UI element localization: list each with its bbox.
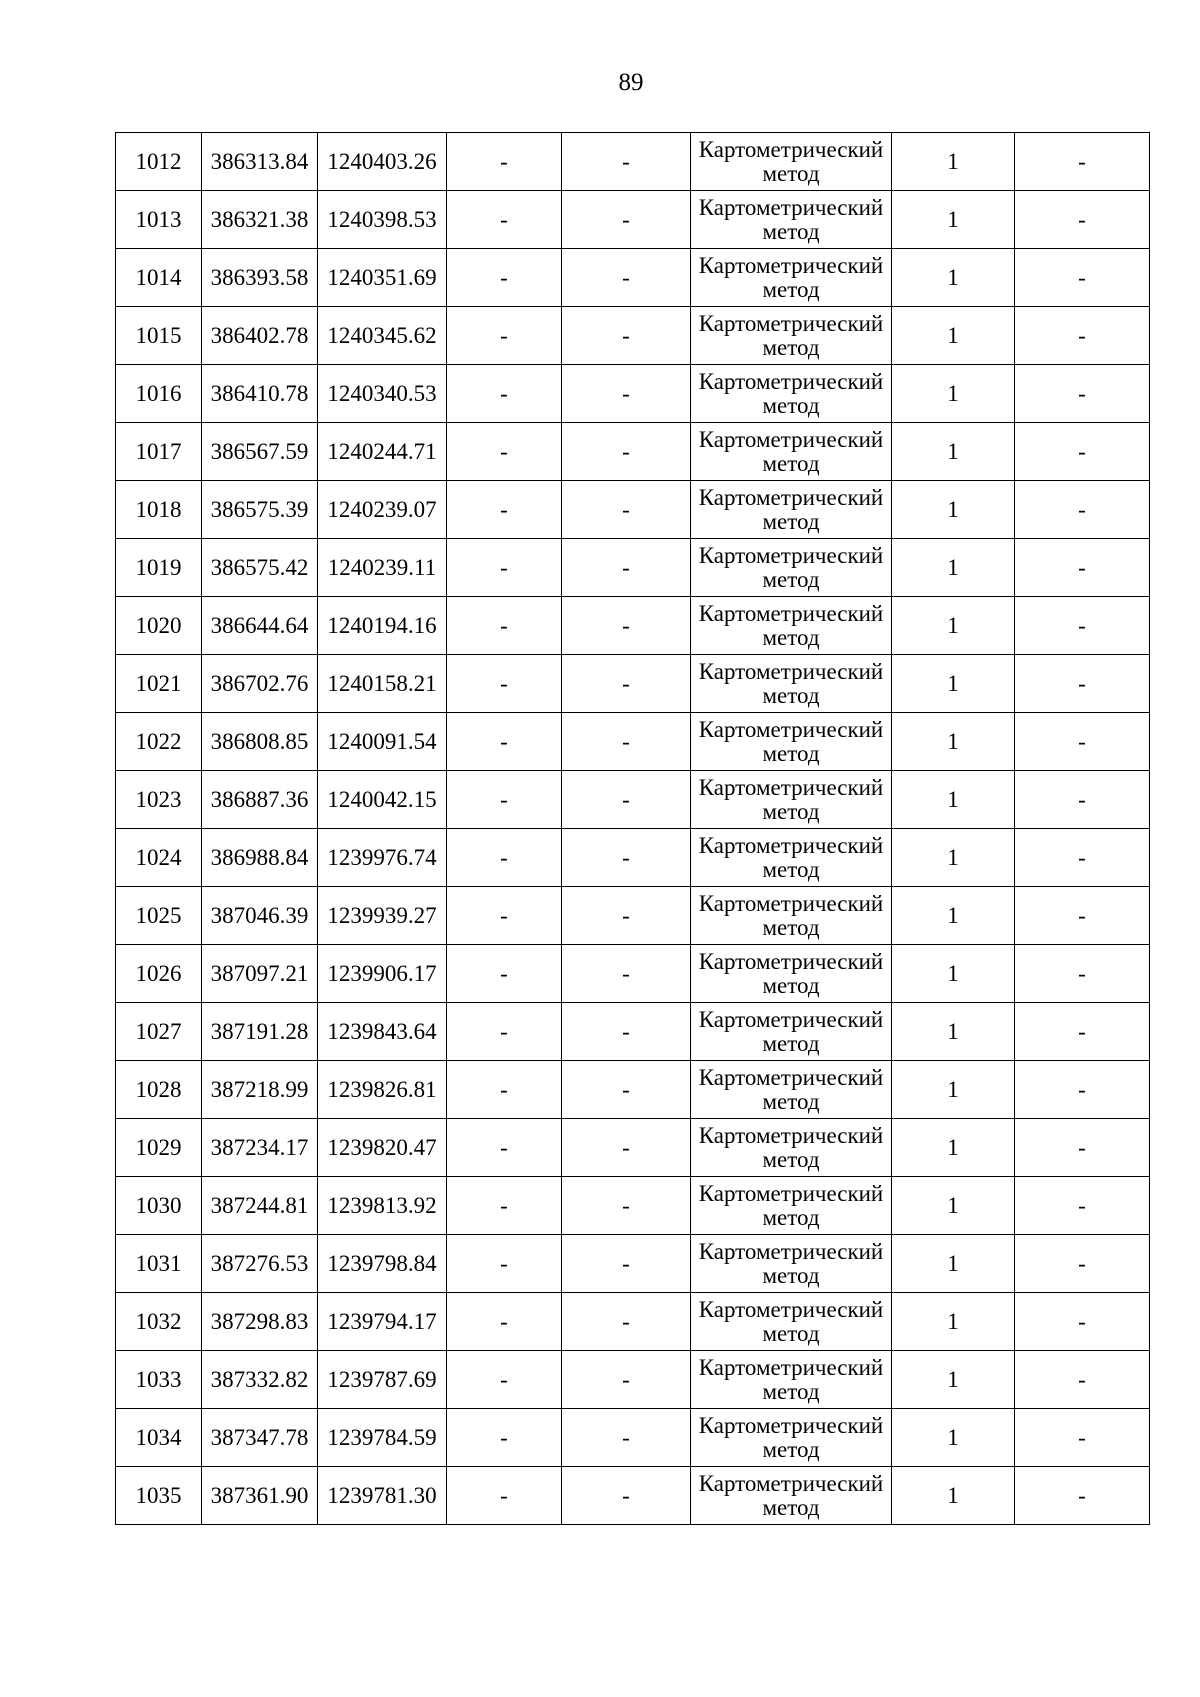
method-line-1: Картометрический — [698, 252, 884, 278]
method-line-1: Картометрический — [698, 368, 884, 394]
table-row — [116, 249, 1150, 307]
accuracy-cell: 1 — [892, 1293, 1015, 1351]
method-line-1: Картометрический — [698, 890, 884, 916]
empty-dash-cell-3: - — [1015, 771, 1150, 829]
y-coordinate-cell: 1240244.71 — [318, 423, 447, 481]
x-coordinate-cell: 387298.83 — [202, 1293, 318, 1351]
method-line-2: метод — [762, 1494, 820, 1520]
x-coordinate-cell: 386887.36 — [202, 771, 318, 829]
method-cell — [691, 191, 892, 249]
empty-dash-cell-1: - — [447, 365, 562, 423]
method-cell — [691, 133, 892, 191]
empty-dash-cell-1: - — [447, 249, 562, 307]
method-line-2: метод — [762, 450, 820, 476]
y-coordinate-cell: 1240158.21 — [318, 655, 447, 713]
method-line-2: метод — [762, 624, 820, 650]
empty-dash-cell-1: - — [447, 423, 562, 481]
table-row — [116, 133, 1150, 191]
empty-dash-cell-1: - — [447, 1177, 562, 1235]
y-coordinate-cell: 1240042.15 — [318, 771, 447, 829]
method-line-2: метод — [762, 740, 820, 766]
table-row — [116, 1409, 1150, 1467]
method-cell — [691, 1119, 892, 1177]
method-line-2: метод — [762, 682, 820, 708]
empty-dash-cell-2: - — [562, 1409, 691, 1467]
point-number-cell: 1021 — [116, 655, 202, 713]
method-line-2: метод — [762, 1378, 820, 1404]
method-line-1: Картометрический — [698, 136, 884, 162]
empty-dash-cell-2: - — [562, 191, 691, 249]
method-line-2: метод — [762, 334, 820, 360]
y-coordinate-cell: 1240351.69 — [318, 249, 447, 307]
table-row — [116, 481, 1150, 539]
method-cell — [691, 423, 892, 481]
method-line-1: Картометрический — [698, 600, 884, 626]
y-coordinate-cell: 1239939.27 — [318, 887, 447, 945]
point-number-cell: 1013 — [116, 191, 202, 249]
empty-dash-cell-3: - — [1015, 539, 1150, 597]
point-number-cell: 1015 — [116, 307, 202, 365]
accuracy-cell: 1 — [892, 945, 1015, 1003]
empty-dash-cell-2: - — [562, 1119, 691, 1177]
empty-dash-cell-2: - — [562, 597, 691, 655]
point-number-cell: 1029 — [116, 1119, 202, 1177]
accuracy-cell: 1 — [892, 1467, 1015, 1525]
accuracy-cell: 1 — [892, 887, 1015, 945]
table-row — [116, 191, 1150, 249]
empty-dash-cell-1: - — [447, 597, 562, 655]
empty-dash-cell-3: - — [1015, 423, 1150, 481]
x-coordinate-cell: 387046.39 — [202, 887, 318, 945]
empty-dash-cell-3: - — [1015, 1409, 1150, 1467]
empty-dash-cell-2: - — [562, 133, 691, 191]
empty-dash-cell-1: - — [447, 1003, 562, 1061]
empty-dash-cell-1: - — [447, 1235, 562, 1293]
method-line-2: метод — [762, 566, 820, 592]
method-line-2: метод — [762, 508, 820, 534]
x-coordinate-cell: 386702.76 — [202, 655, 318, 713]
point-number-cell: 1018 — [116, 481, 202, 539]
method-line-1: Картометрический — [698, 832, 884, 858]
point-number-cell: 1012 — [116, 133, 202, 191]
empty-dash-cell-3: - — [1015, 481, 1150, 539]
accuracy-cell: 1 — [892, 713, 1015, 771]
empty-dash-cell-3: - — [1015, 1235, 1150, 1293]
empty-dash-cell-2: - — [562, 1061, 691, 1119]
x-coordinate-cell: 387218.99 — [202, 1061, 318, 1119]
x-coordinate-cell: 387347.78 — [202, 1409, 318, 1467]
empty-dash-cell-2: - — [562, 365, 691, 423]
table-row — [116, 307, 1150, 365]
table-row — [116, 1235, 1150, 1293]
table-row — [116, 1351, 1150, 1409]
accuracy-cell: 1 — [892, 423, 1015, 481]
method-cell — [691, 1235, 892, 1293]
accuracy-cell: 1 — [892, 1351, 1015, 1409]
table-row — [116, 1177, 1150, 1235]
method-line-1: Картометрический — [698, 310, 884, 336]
method-line-2: метод — [762, 798, 820, 824]
point-number-cell: 1035 — [116, 1467, 202, 1525]
empty-dash-cell-3: - — [1015, 945, 1150, 1003]
x-coordinate-cell: 386567.59 — [202, 423, 318, 481]
accuracy-cell: 1 — [892, 1409, 1015, 1467]
table-row — [116, 945, 1150, 1003]
method-cell — [691, 945, 892, 1003]
method-cell — [691, 1351, 892, 1409]
empty-dash-cell-1: - — [447, 1467, 562, 1525]
table-body — [116, 133, 1150, 1525]
empty-dash-cell-3: - — [1015, 307, 1150, 365]
method-cell — [691, 713, 892, 771]
method-line-2: метод — [762, 972, 820, 998]
method-line-1: Картометрический — [698, 542, 884, 568]
method-cell — [691, 249, 892, 307]
method-line-1: Картометрический — [698, 658, 884, 684]
method-cell — [691, 829, 892, 887]
accuracy-cell: 1 — [892, 771, 1015, 829]
method-line-2: метод — [762, 1262, 820, 1288]
table-row — [116, 713, 1150, 771]
point-number-cell: 1033 — [116, 1351, 202, 1409]
empty-dash-cell-1: - — [447, 191, 562, 249]
empty-dash-cell-1: - — [447, 829, 562, 887]
table-row — [116, 887, 1150, 945]
empty-dash-cell-2: - — [562, 539, 691, 597]
x-coordinate-cell: 386410.78 — [202, 365, 318, 423]
empty-dash-cell-1: - — [447, 481, 562, 539]
empty-dash-cell-1: - — [447, 133, 562, 191]
y-coordinate-cell: 1239906.17 — [318, 945, 447, 1003]
empty-dash-cell-3: - — [1015, 597, 1150, 655]
x-coordinate-cell: 386402.78 — [202, 307, 318, 365]
empty-dash-cell-1: - — [447, 307, 562, 365]
y-coordinate-cell: 1240403.26 — [318, 133, 447, 191]
x-coordinate-cell: 386644.64 — [202, 597, 318, 655]
table-row — [116, 1003, 1150, 1061]
method-line-1: Картометрический — [698, 194, 884, 220]
accuracy-cell: 1 — [892, 365, 1015, 423]
table-row — [116, 1293, 1150, 1351]
y-coordinate-cell: 1239976.74 — [318, 829, 447, 887]
empty-dash-cell-3: - — [1015, 1351, 1150, 1409]
accuracy-cell: 1 — [892, 1235, 1015, 1293]
accuracy-cell: 1 — [892, 133, 1015, 191]
empty-dash-cell-2: - — [562, 713, 691, 771]
page-number: 89 — [618, 69, 644, 96]
y-coordinate-cell: 1240239.07 — [318, 481, 447, 539]
empty-dash-cell-3: - — [1015, 1177, 1150, 1235]
y-coordinate-cell: 1240239.11 — [318, 539, 447, 597]
point-number-cell: 1032 — [116, 1293, 202, 1351]
method-line-2: метод — [762, 218, 820, 244]
method-line-2: метод — [762, 1436, 820, 1462]
accuracy-cell: 1 — [892, 829, 1015, 887]
empty-dash-cell-2: - — [562, 1351, 691, 1409]
y-coordinate-cell: 1239843.64 — [318, 1003, 447, 1061]
point-number-cell: 1017 — [116, 423, 202, 481]
method-cell — [691, 1177, 892, 1235]
empty-dash-cell-2: - — [562, 771, 691, 829]
x-coordinate-cell: 386575.42 — [202, 539, 318, 597]
x-coordinate-cell: 386988.84 — [202, 829, 318, 887]
accuracy-cell: 1 — [892, 1003, 1015, 1061]
x-coordinate-cell: 386321.38 — [202, 191, 318, 249]
method-line-2: метод — [762, 856, 820, 882]
method-line-2: метод — [762, 1320, 820, 1346]
method-cell — [691, 1409, 892, 1467]
table-row — [116, 1467, 1150, 1525]
method-line-1: Картометрический — [698, 1064, 884, 1090]
y-coordinate-cell: 1239787.69 — [318, 1351, 447, 1409]
empty-dash-cell-3: - — [1015, 1119, 1150, 1177]
empty-dash-cell-2: - — [562, 1177, 691, 1235]
empty-dash-cell-1: - — [447, 713, 562, 771]
method-cell — [691, 1293, 892, 1351]
empty-dash-cell-1: - — [447, 1061, 562, 1119]
method-cell — [691, 1061, 892, 1119]
empty-dash-cell-1: - — [447, 1119, 562, 1177]
x-coordinate-cell: 387361.90 — [202, 1467, 318, 1525]
method-cell — [691, 655, 892, 713]
point-number-cell: 1014 — [116, 249, 202, 307]
empty-dash-cell-3: - — [1015, 133, 1150, 191]
empty-dash-cell-2: - — [562, 887, 691, 945]
point-number-cell: 1034 — [116, 1409, 202, 1467]
point-number-cell: 1030 — [116, 1177, 202, 1235]
y-coordinate-cell: 1239784.59 — [318, 1409, 447, 1467]
empty-dash-cell-1: - — [447, 1293, 562, 1351]
x-coordinate-cell: 387234.17 — [202, 1119, 318, 1177]
point-number-cell: 1022 — [116, 713, 202, 771]
empty-dash-cell-2: - — [562, 945, 691, 1003]
method-line-1: Картометрический — [698, 484, 884, 510]
empty-dash-cell-1: - — [447, 1409, 562, 1467]
method-line-1: Картометрический — [698, 1354, 884, 1380]
method-line-2: метод — [762, 1204, 820, 1230]
empty-dash-cell-1: - — [447, 887, 562, 945]
point-number-cell: 1023 — [116, 771, 202, 829]
accuracy-cell: 1 — [892, 1177, 1015, 1235]
method-line-1: Картометрический — [698, 1470, 884, 1496]
y-coordinate-cell: 1239813.92 — [318, 1177, 447, 1235]
empty-dash-cell-3: - — [1015, 829, 1150, 887]
point-number-cell: 1028 — [116, 1061, 202, 1119]
method-line-2: метод — [762, 1030, 820, 1056]
accuracy-cell: 1 — [892, 655, 1015, 713]
accuracy-cell: 1 — [892, 597, 1015, 655]
empty-dash-cell-1: - — [447, 539, 562, 597]
method-cell — [691, 597, 892, 655]
method-line-2: метод — [762, 914, 820, 940]
method-line-1: Картометрический — [698, 1180, 884, 1206]
empty-dash-cell-2: - — [562, 829, 691, 887]
y-coordinate-cell: 1239781.30 — [318, 1467, 447, 1525]
y-coordinate-cell: 1239798.84 — [318, 1235, 447, 1293]
empty-dash-cell-2: - — [562, 481, 691, 539]
accuracy-cell: 1 — [892, 1061, 1015, 1119]
method-line-1: Картометрический — [698, 1412, 884, 1438]
x-coordinate-cell: 386313.84 — [202, 133, 318, 191]
method-cell — [691, 887, 892, 945]
y-coordinate-cell: 1240398.53 — [318, 191, 447, 249]
point-number-cell: 1025 — [116, 887, 202, 945]
x-coordinate-cell: 386393.58 — [202, 249, 318, 307]
empty-dash-cell-3: - — [1015, 191, 1150, 249]
method-line-1: Картометрический — [698, 716, 884, 742]
x-coordinate-cell: 386808.85 — [202, 713, 318, 771]
table-row — [116, 1061, 1150, 1119]
empty-dash-cell-2: - — [562, 1467, 691, 1525]
empty-dash-cell-1: - — [447, 655, 562, 713]
empty-dash-cell-1: - — [447, 945, 562, 1003]
accuracy-cell: 1 — [892, 481, 1015, 539]
accuracy-cell: 1 — [892, 307, 1015, 365]
method-line-2: метод — [762, 1146, 820, 1172]
empty-dash-cell-1: - — [447, 771, 562, 829]
point-number-cell: 1027 — [116, 1003, 202, 1061]
point-number-cell: 1016 — [116, 365, 202, 423]
method-cell — [691, 1467, 892, 1525]
x-coordinate-cell: 387332.82 — [202, 1351, 318, 1409]
method-line-2: метод — [762, 160, 820, 186]
empty-dash-cell-2: - — [562, 1293, 691, 1351]
empty-dash-cell-3: - — [1015, 1061, 1150, 1119]
table-row — [116, 539, 1150, 597]
table-row — [116, 655, 1150, 713]
method-cell — [691, 1003, 892, 1061]
method-line-1: Картометрический — [698, 1296, 884, 1322]
x-coordinate-cell: 387097.21 — [202, 945, 318, 1003]
method-line-1: Картометрический — [698, 1238, 884, 1264]
method-cell — [691, 365, 892, 423]
point-number-cell: 1020 — [116, 597, 202, 655]
empty-dash-cell-3: - — [1015, 887, 1150, 945]
empty-dash-cell-3: - — [1015, 1003, 1150, 1061]
empty-dash-cell-3: - — [1015, 365, 1150, 423]
table-row — [116, 597, 1150, 655]
method-line-2: метод — [762, 1088, 820, 1114]
x-coordinate-cell: 386575.39 — [202, 481, 318, 539]
method-cell — [691, 481, 892, 539]
empty-dash-cell-2: - — [562, 1235, 691, 1293]
table-row — [116, 365, 1150, 423]
method-cell — [691, 307, 892, 365]
empty-dash-cell-2: - — [562, 307, 691, 365]
x-coordinate-cell: 387244.81 — [202, 1177, 318, 1235]
method-line-1: Картометрический — [698, 948, 884, 974]
empty-dash-cell-2: - — [562, 1003, 691, 1061]
empty-dash-cell-2: - — [562, 249, 691, 307]
y-coordinate-cell: 1240091.54 — [318, 713, 447, 771]
table-row — [116, 829, 1150, 887]
method-line-2: метод — [762, 276, 820, 302]
empty-dash-cell-3: - — [1015, 1293, 1150, 1351]
x-coordinate-cell: 387276.53 — [202, 1235, 318, 1293]
table-row — [116, 1119, 1150, 1177]
point-number-cell: 1024 — [116, 829, 202, 887]
empty-dash-cell-3: - — [1015, 1467, 1150, 1525]
empty-dash-cell-3: - — [1015, 249, 1150, 307]
method-line-1: Картометрический — [698, 426, 884, 452]
x-coordinate-cell: 387191.28 — [202, 1003, 318, 1061]
y-coordinate-cell: 1240345.62 — [318, 307, 447, 365]
point-number-cell: 1026 — [116, 945, 202, 1003]
method-line-2: метод — [762, 392, 820, 418]
method-line-1: Картометрический — [698, 1006, 884, 1032]
point-number-cell: 1031 — [116, 1235, 202, 1293]
y-coordinate-cell: 1239820.47 — [318, 1119, 447, 1177]
method-cell — [691, 771, 892, 829]
y-coordinate-cell: 1240194.16 — [318, 597, 447, 655]
y-coordinate-cell: 1239826.81 — [318, 1061, 447, 1119]
empty-dash-cell-2: - — [562, 423, 691, 481]
empty-dash-cell-2: - — [562, 655, 691, 713]
point-number-cell: 1019 — [116, 539, 202, 597]
table-row — [116, 771, 1150, 829]
accuracy-cell: 1 — [892, 249, 1015, 307]
empty-dash-cell-3: - — [1015, 655, 1150, 713]
accuracy-cell: 1 — [892, 1119, 1015, 1177]
empty-dash-cell-1: - — [447, 1351, 562, 1409]
method-cell — [691, 539, 892, 597]
y-coordinate-cell: 1240340.53 — [318, 365, 447, 423]
empty-dash-cell-3: - — [1015, 713, 1150, 771]
method-line-1: Картометрический — [698, 774, 884, 800]
table-row — [116, 423, 1150, 481]
accuracy-cell: 1 — [892, 191, 1015, 249]
y-coordinate-cell: 1239794.17 — [318, 1293, 447, 1351]
coordinates-table — [115, 132, 1150, 1525]
accuracy-cell: 1 — [892, 539, 1015, 597]
method-line-1: Картометрический — [698, 1122, 884, 1148]
